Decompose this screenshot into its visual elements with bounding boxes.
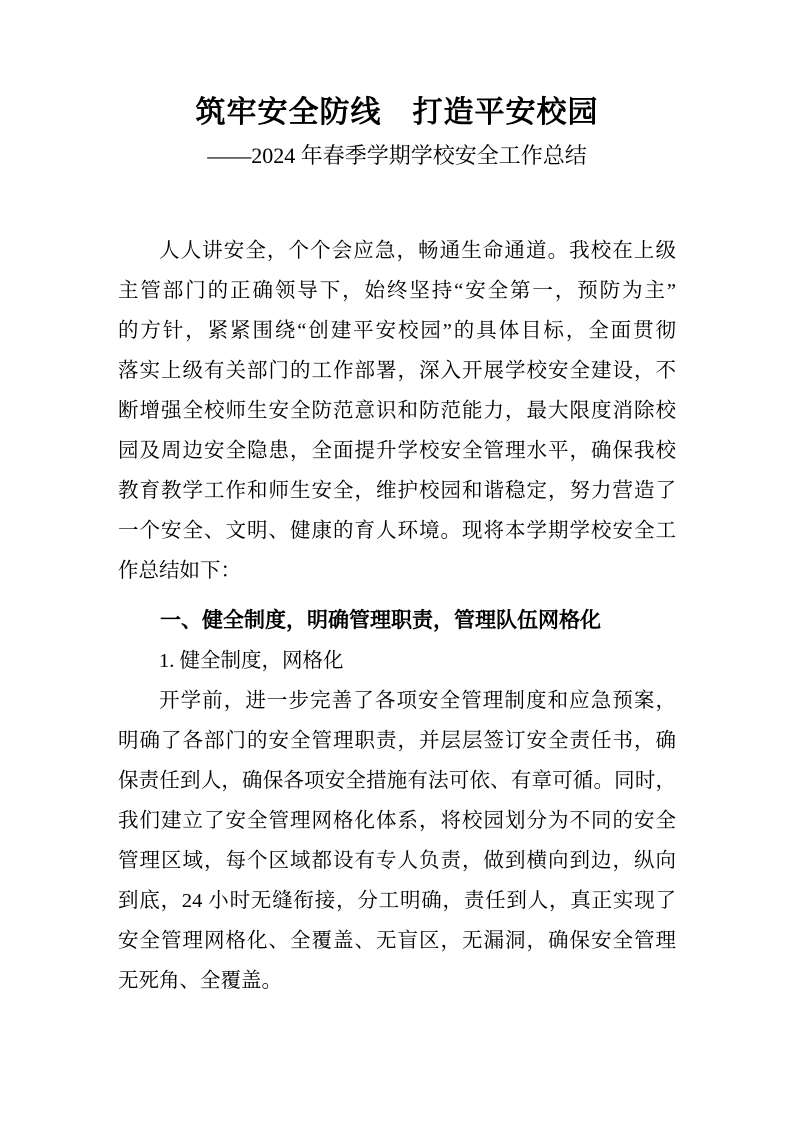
text-line: 保责任到人，确保各项安全措施有法可依、有章可循。同时， xyxy=(118,770,676,792)
text-line: 安全管理网格化、全覆盖、无盲区，无漏洞，确保安全管理 xyxy=(118,930,676,952)
text-line: 落实上级有关部门的工作部署，深入开展学校安全建设，不 xyxy=(118,360,676,382)
text-line: 主管部门的正确领导下，始终坚持“安全第一，预防为主” xyxy=(118,280,676,302)
text-line: 人人讲安全，个个会应急，畅通生命通道。我校在上级 xyxy=(159,240,676,262)
text-line: 的方针，紧紧围绕“创建平安校园”的具体目标，全面贯彻 xyxy=(118,320,676,342)
document-subtitle: ——2024 年春季学期学校安全工作总结 xyxy=(207,143,587,168)
intro-paragraph xyxy=(118,231,676,591)
text-line: 断增强全校师生安全防范意识和防范能力，最大限度消除校 xyxy=(118,400,676,422)
text-line: 园及周边安全隐患，全面提升学校安全管理水平，确保我校 xyxy=(118,440,676,462)
text-line: 明确了各部门的安全管理职责，并层层签订安全责任书，确 xyxy=(118,730,676,752)
section-1-heading: 一、健全制度，明确管理职责，管理队伍网格化 xyxy=(160,609,601,632)
text-line: 作总结如下： xyxy=(118,560,241,582)
text-line: 管理区域，每个区域都设有专人负责，做到横向到边，纵向 xyxy=(118,850,676,872)
text-line: 开学前，进一步完善了各项安全管理制度和应急预案， xyxy=(159,690,676,712)
document-title: 筑牢安全防线 打造平安校园 xyxy=(195,96,599,129)
text-line: 一个安全、文明、健康的育人环境。现将本学期学校安全工 xyxy=(118,520,676,542)
text-line: 无死角、全覆盖。 xyxy=(118,970,282,992)
subsection-1-1-heading: 1. 健全制度，网格化 xyxy=(159,650,344,672)
text-line: 我们建立了安全管理网格化体系，将校园划分为不同的安全 xyxy=(118,810,676,832)
section-1-paragraph xyxy=(118,681,676,1001)
document-body xyxy=(118,231,676,1001)
text-line: 到底，24 小时无缝衔接，分工明确，责任到人，真正实现了 xyxy=(118,890,676,912)
text-line: 教育教学工作和师生安全，维护校园和谐稳定，努力营造了 xyxy=(118,480,676,502)
